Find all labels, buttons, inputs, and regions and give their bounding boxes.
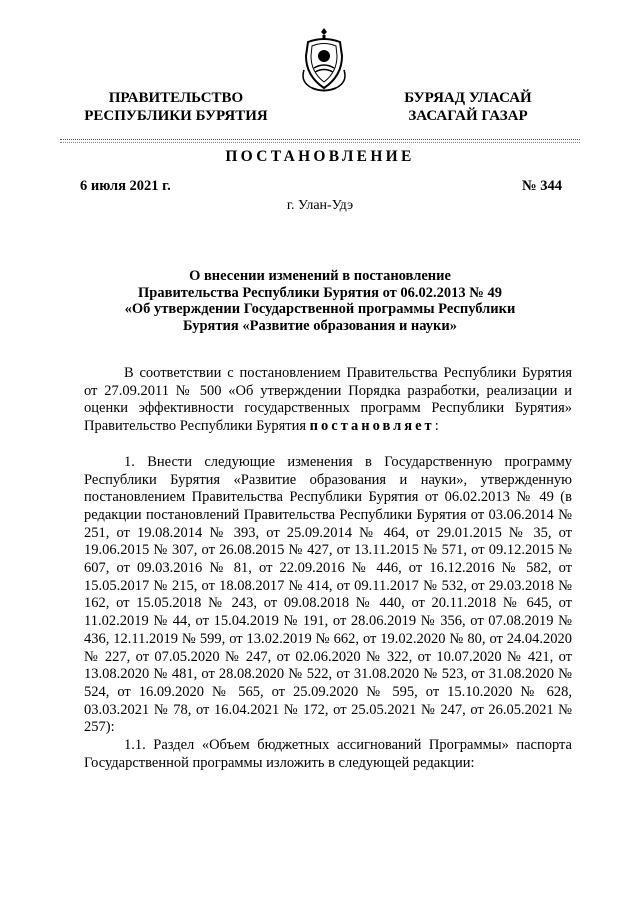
org-name-line: ПРАВИТЕЛЬСТВО [108, 90, 244, 106]
document-date: 6 июля 2021 г. [80, 178, 171, 194]
header-divider [60, 139, 580, 140]
title-line: О внесении изменений в постановление [189, 268, 451, 284]
document-number: № 344 [522, 178, 562, 194]
org-name-buryat [368, 89, 568, 125]
document-city: г. Улан-Удэ [286, 198, 354, 213]
title-line: «Об утверждении Государственной программы Республики [124, 301, 516, 317]
document-type: ПОСТАНОВЛЕНИЕ [225, 148, 415, 165]
title-line: Бурятия «Развитие образования и науки» [183, 317, 457, 334]
intro-end: : [434, 418, 439, 435]
org-name-russian [76, 89, 276, 125]
coat-of-arms-icon [298, 26, 350, 94]
item-1-paragraph: 1. Внести следующие изменения в Государственную программу Республики Бурятия «Развитие образования и науки», утвержденную постановлением Правительства Республики Бурятия от 06.02.2013 № 49 (в редакции постановлений Правительства Республики Бурятия от 03.06.2014 № 251, от 19.08.2014 № 393, от 25.09.2014 № 464, от 29.01.2015 № 35, от 19.06.2015 № 307, от 26.08.2015 № 427, от 13.11.2015 № 571, от 09.12.2015 № 607, от 09.03.2016 № 81, от 22.09.2016 № 446, от 16.12.2016 № 582, от 15.05.2017 № 215, от 18.08.2017 № 414, от 09.11.2017 № 532, от 29.03.2018 № 162, от 15.05.2018 № 243, от 09.08.2018 № 440, от 20.11.2018 № 645, от 11.02.2019 № 44, от 15.04.2019 № 191, от 28.06.2019 № 356, от 07.08.2019 № 436, 12.11.2019 № 599, от 13.02.2019 № 662, от 19.02.2020 № 80, от 24.04.2020 № 227, от 07.05.2020 № 247, от 02.06.2020 № 322, от 10.07.2020 № 421, от 13.08.2020 № 481, от 28.08.2020 № 522, от 31.08.2020 № 523, от 31.08.2020 № 524, от 16.09.2020 № 565, от 25.09.2020 № 595, от 15.10.2020 № 628, 03.03.2021 № 78, от 16.04.2021 № 172, от 25.05.2021 № 247, от 26.05.2021 № 257): [84, 453, 572, 736]
decree-word: постановляет [309, 418, 435, 435]
intro-paragraph [84, 365, 572, 436]
org-name-line: ЗАСАГАЙ ГАЗАР [408, 108, 528, 124]
org-name-line: РЕСПУБЛИКИ БУРЯТИЯ [84, 108, 268, 124]
org-name-line: БУРЯАД УЛАСАЙ [404, 90, 532, 106]
title-line: Правительства Республики Бурятия от 06.02.2013 № 49 [138, 284, 502, 301]
header-divider [60, 142, 580, 143]
item-1-1-paragraph: 1.1. Раздел «Объем бюджетных ассигнований Программы» паспорта Государственной программы изложить в следующей редакции: [84, 737, 572, 771]
intro-text: В соответствии с постановлением Правительства Республики Бурятия от 27.09.2011 № 500 «Об утверждении Порядка разработки, реализации и оценки эффективности государственных программ Республики Бурятия» Правительство Республики Бурятия [84, 365, 572, 435]
document-body [84, 365, 572, 772]
document-title [80, 268, 560, 334]
